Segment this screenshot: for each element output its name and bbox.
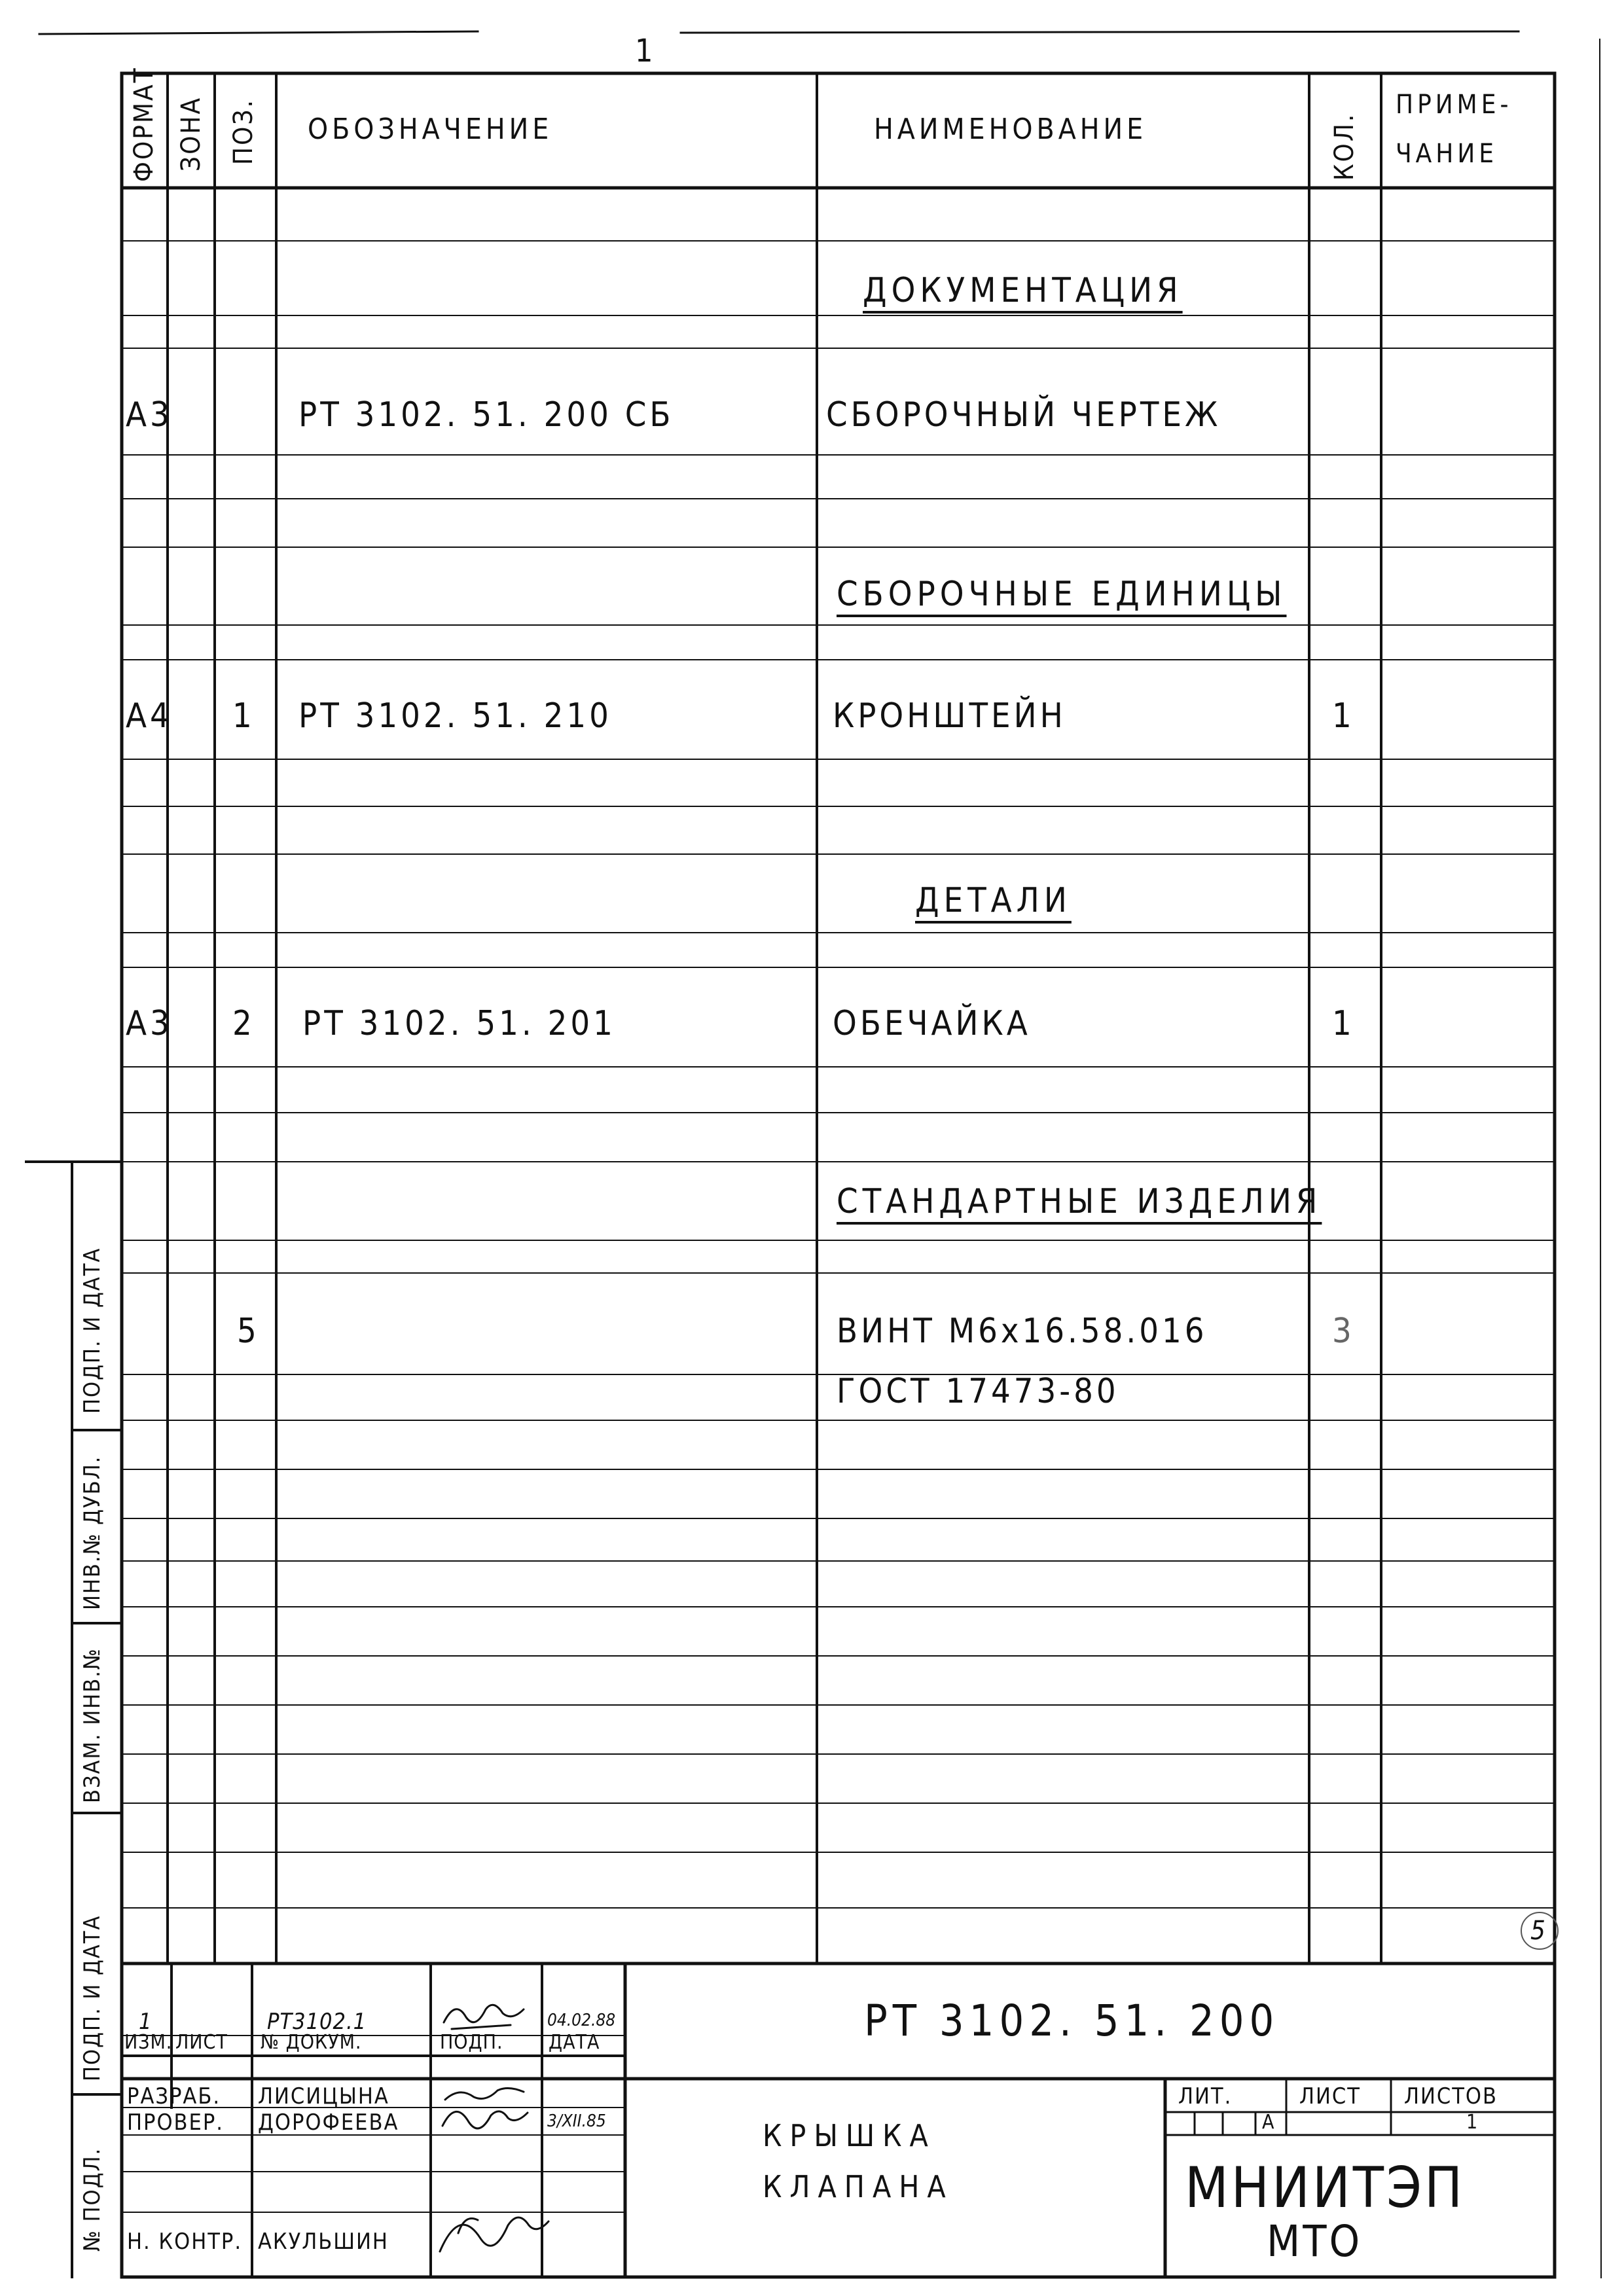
side-label-sign-date-2: ПОДП. И ДАТА [79,1914,105,2081]
side-label-dup-inv: ИНВ.№ ДУБЛ. [79,1455,105,1610]
header-note-1: ПРИМЕ- [1396,90,1513,120]
product-name-1: КРЫШКА [763,2118,936,2153]
row-qty: 1 [1332,696,1355,736]
section-assemblies: СБОРОЧНЫЕ ЕДИНИЦЫ [837,575,1287,614]
product-name-2: КЛАПАНА [763,2169,954,2204]
header-pos: ПОЗ. [228,98,259,165]
org-name: МНИИТЭП [1185,2155,1466,2221]
org-subunit: МТО [1267,2216,1363,2267]
row-pos: 5 [237,1312,260,1351]
tb-hdr-izm: ИЗМ. [124,2031,173,2054]
header-note-2: ЧАНИЕ [1396,139,1498,169]
row-name: СБОРОЧНЫЙ ЧЕРТЕЖ [826,395,1221,435]
tb-hdr-ndoc: № ДОКУМ. [261,2031,362,2054]
tb-hdr-podp: ПОДП. [440,2031,503,2054]
side-label-repl-inv: ВЗАМ. ИНВ.№ [79,1647,105,1803]
row-qty: 3 [1332,1312,1355,1351]
row-pos: 1 [232,696,255,736]
side-label-sign-date: ПОДП. И ДАТА [79,1247,105,1414]
row-designation: РТ 3102. 51. 200 СБ [298,395,674,435]
person-checker: ДОРОФЕЕВА [258,2109,399,2136]
section-standard: СТАНДАРТНЫЕ ИЗДЕЛИЯ [837,1182,1322,1221]
document-code: РТ 3102. 51. 200 [864,1996,1280,2046]
row-qty: 1 [1332,1004,1355,1043]
sheets-value: 1 [1466,2111,1479,2134]
change-date: 04.02.88 [547,2011,616,2030]
section-parts: ДЕТАЛИ [915,881,1072,920]
row-standard-ref: ГОСТ 17473-80 [837,1372,1119,1411]
circle-mark: 5 [1530,1916,1545,1946]
sheet-label: ЛИСТ [1299,2083,1361,2109]
header-format: ФОРМАТ [129,66,159,182]
row-pos: 2 [232,1004,255,1043]
row-format: А4 [126,696,173,736]
person-developer: ЛИСИЦЫНА [258,2083,389,2109]
section-documentation: ДОКУМЕНТАЦИЯ [863,271,1183,310]
role-developer: РАЗРАБ. [127,2083,221,2109]
lit-label: ЛИТ. [1178,2083,1233,2109]
role-checker: ПРОВЕР. [127,2109,224,2136]
header-designation: ОБОЗНАЧЕНИЕ [308,113,553,146]
date-checker: 3/XII.85 [547,2111,606,2131]
row-name: ВИНТ М6х16.58.016 [837,1312,1208,1351]
row-designation: РТ 3102. 51. 210 [298,696,612,736]
header-zone: ЗОНА [176,96,206,171]
change-doc: РТ3102.1 [267,2009,367,2035]
row-name: ОБЕЧАЙКА [833,1004,1031,1043]
row-designation: РТ 3102. 51. 201 [302,1004,616,1043]
side-label-orig-inv: № ПОДЛ. [79,2147,105,2251]
header-name: НАИМЕНОВАНИЕ [874,113,1147,146]
change-num: 1 [139,2009,152,2035]
role-norm-control: Н. КОНТР. [127,2229,243,2255]
tb-hdr-list: ЛИСТ [175,2031,228,2054]
tb-hdr-data: ДАТА [549,2031,600,2054]
row-name: КРОНШТЕЙН [833,696,1066,736]
sheets-label: ЛИСТОВ [1404,2083,1498,2109]
person-norm-control: АКУЛЬШИН [258,2229,389,2255]
row-format: А3 [126,1004,173,1043]
header-qty: КОЛ. [1329,112,1360,181]
row-format: А3 [126,395,173,435]
top-sheet-mark: 1 [635,33,653,69]
lit-value: А [1262,2111,1276,2134]
